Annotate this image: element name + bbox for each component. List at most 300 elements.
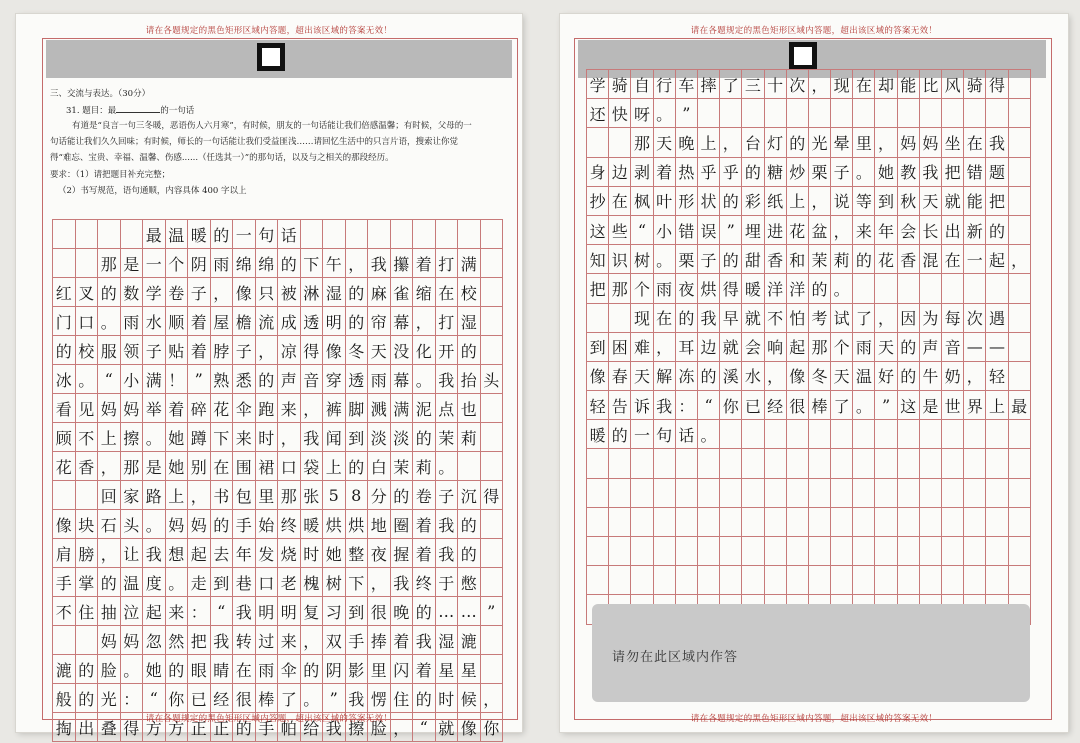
writing-grid (586, 69, 1031, 625)
grid-cell (676, 479, 698, 508)
grid-cell: 烧 (278, 539, 301, 568)
grid-cell: 次 (964, 304, 986, 333)
grid-cell (742, 99, 764, 128)
grid-cell: 举 (143, 394, 166, 423)
grid-cell (920, 99, 942, 128)
grid-cell: “ (413, 713, 436, 742)
grid-cell: 学 (587, 70, 609, 99)
grid-cell: 明 (278, 597, 301, 626)
grid-cell (587, 508, 609, 537)
grid-cell: 在 (942, 245, 964, 274)
grid-cell: 的 (898, 362, 920, 391)
grid-cell: 栗 (809, 158, 831, 187)
grid-cell: 擦 (346, 713, 369, 742)
grid-cell: 识 (609, 245, 631, 274)
grid-cell: ： (676, 391, 698, 420)
grid-cell (481, 626, 504, 655)
grid-cell: 来 (853, 216, 875, 245)
grid-cell: 。 (698, 420, 720, 449)
grid-cell: 一 (631, 420, 653, 449)
grid-cell: 的 (278, 249, 301, 278)
grid-cell: 校 (458, 278, 481, 307)
grid-cell (609, 537, 631, 566)
grid-cell: 袋 (301, 452, 324, 481)
grid-cell (436, 220, 459, 249)
grid-cell: 快 (609, 99, 631, 128)
grid-cell (942, 449, 964, 478)
grid-cell (368, 220, 391, 249)
grid-cell: 你 (481, 713, 504, 742)
grid-cell: 她 (875, 158, 897, 187)
grid-cell: 暖 (188, 220, 211, 249)
grid-cell: 满 (391, 394, 414, 423)
grid-cell: 晕 (831, 128, 853, 157)
grid-cell: 就 (942, 187, 964, 216)
grid-cell: 别 (188, 452, 211, 481)
grid-cell: 家 (121, 481, 144, 510)
grid-cell: 溅 (368, 394, 391, 423)
grid-cell: 的 (413, 684, 436, 713)
grid-cell: 一 (143, 249, 166, 278)
grid-cell: 。 (98, 307, 121, 336)
requirement-line-2: （2）书写规范，语句通顺，内容具体 400 字以上 (58, 186, 247, 196)
grid-cell: 能 (898, 70, 920, 99)
grid-cell: 树 (631, 245, 653, 274)
grid-cell: ， (875, 304, 897, 333)
grid-cell (76, 481, 99, 510)
grid-cell: 头 (481, 365, 504, 394)
grid-cell: 伞 (233, 394, 256, 423)
grid-cell (742, 508, 764, 537)
grid-cell: 花 (875, 245, 897, 274)
grid-cell: 的 (458, 510, 481, 539)
grid-cell: ， (765, 362, 787, 391)
grid-cell: 愣 (368, 684, 391, 713)
grid-cell: 天 (654, 128, 676, 157)
grid-cell: 轻 (986, 362, 1008, 391)
grid-cell: 于 (436, 568, 459, 597)
grid-cell: 着 (413, 655, 436, 684)
grid-cell: 悉 (233, 365, 256, 394)
grid-cell (964, 537, 986, 566)
grid-cell: 着 (413, 249, 436, 278)
prompt-line-1: 有道是“良言一句三冬暖，恶语伤人六月寒”，有时候，朋友的一句话能让我们倍感温馨；有时候，父母的一 (72, 121, 472, 131)
grid-cell: 就 (436, 713, 459, 742)
grid-cell: 进 (765, 216, 787, 245)
grid-cell: 你 (166, 684, 189, 713)
grid-cell: 在 (853, 70, 875, 99)
grid-cell: 一 (964, 245, 986, 274)
grid-cell: 槐 (301, 568, 324, 597)
grid-cell: 春 (609, 362, 631, 391)
grid-cell: 双 (323, 626, 346, 655)
grid-cell (1009, 449, 1031, 478)
grid-cell: 开 (436, 336, 459, 365)
grid-cell: 着 (391, 626, 414, 655)
grid-cell: 眼 (188, 655, 211, 684)
grid-cell (654, 566, 676, 595)
grid-cell: 我 (436, 510, 459, 539)
grid-cell: 的 (742, 158, 764, 187)
grid-cell (875, 566, 897, 595)
grid-cell (964, 420, 986, 449)
grid-cell: 的 (211, 510, 234, 539)
grid-cell (898, 508, 920, 537)
grid-cell: 泣 (121, 597, 144, 626)
grid-cell: 上 (98, 423, 121, 452)
grid-cell: 流 (256, 307, 279, 336)
grid-cell: 脚 (346, 394, 369, 423)
grid-cell: 茉 (391, 452, 414, 481)
warning-top: 请在各题规定的黑色矩形区域内答题，超出该区域的答案无效！ (145, 26, 393, 36)
grid-cell (654, 479, 676, 508)
grid-cell: 。 (121, 655, 144, 684)
grid-cell: 的 (76, 655, 99, 684)
grid-cell: 地 (368, 510, 391, 539)
grid-cell (609, 128, 631, 157)
grid-cell: 妈 (121, 626, 144, 655)
grid-cell (942, 566, 964, 595)
grid-cell: 抬 (458, 365, 481, 394)
grid-cell: 花 (53, 452, 76, 481)
grid-cell (720, 420, 742, 449)
grid-cell: 温 (853, 362, 875, 391)
grid-cell: 起 (188, 539, 211, 568)
grid-cell: 棒 (256, 684, 279, 713)
grid-cell: 帘 (368, 307, 391, 336)
grid-cell (942, 99, 964, 128)
grid-cell: 复 (301, 597, 324, 626)
grid-cell: ， (256, 336, 279, 365)
grid-cell: 里 (368, 655, 391, 684)
grid-cell: 她 (323, 539, 346, 568)
grid-cell: 的 (676, 304, 698, 333)
grid-cell: 着 (166, 394, 189, 423)
grid-cell: 着 (413, 539, 436, 568)
grid-cell (942, 537, 964, 566)
grid-cell: 烘 (346, 510, 369, 539)
grid-cell (942, 274, 964, 303)
grid-cell: ： (121, 684, 144, 713)
grid-cell (1009, 508, 1031, 537)
alignment-marker (257, 43, 285, 71)
grid-cell: 困 (609, 333, 631, 362)
grid-cell: 跑 (256, 394, 279, 423)
grid-cell: ， (831, 216, 853, 245)
grid-cell: 告 (609, 391, 631, 420)
grid-cell (481, 394, 504, 423)
grid-cell: 抽 (98, 597, 121, 626)
grid-cell: 彩 (742, 187, 764, 216)
grid-cell: 边 (609, 158, 631, 187)
grid-cell (964, 508, 986, 537)
grid-cell: 误 (698, 216, 720, 245)
grid-cell: 到 (587, 333, 609, 362)
grid-cell: 没 (391, 336, 414, 365)
grid-cell: 这 (587, 216, 609, 245)
grid-cell: 捧 (368, 626, 391, 655)
grid-cell: 着 (654, 158, 676, 187)
grid-cell: 比 (920, 70, 942, 99)
grid-cell: 的 (211, 220, 234, 249)
grid-cell (587, 304, 609, 333)
grid-cell (765, 508, 787, 537)
grid-cell (53, 220, 76, 249)
grid-cell: 香 (898, 245, 920, 274)
grid-cell: 车 (676, 70, 698, 99)
grid-cell: 她 (143, 655, 166, 684)
grid-cell: 阴 (188, 249, 211, 278)
grid-cell: 8 (346, 481, 369, 510)
grid-cell: 了 (831, 391, 853, 420)
grid-cell: 那 (278, 481, 301, 510)
grid-cell (1009, 216, 1031, 245)
grid-cell: 石 (98, 510, 121, 539)
grid-cell: 为 (920, 304, 942, 333)
grid-cell: “ (211, 597, 234, 626)
grid-cell (1009, 274, 1031, 303)
grid-cell (831, 99, 853, 128)
grid-cell: 错 (964, 158, 986, 187)
grid-cell (1009, 187, 1031, 216)
grid-cell: 错 (676, 216, 698, 245)
grid-cell: 响 (765, 333, 787, 362)
grid-cell: ， (98, 452, 121, 481)
grid-cell (609, 304, 631, 333)
grid-cell: 口 (256, 568, 279, 597)
grid-cell: 上 (698, 128, 720, 157)
grid-cell (853, 420, 875, 449)
grid-cell: 般 (53, 684, 76, 713)
grid-cell: 乎 (720, 158, 742, 187)
grid-cell: 明 (323, 307, 346, 336)
grid-cell (631, 479, 653, 508)
grid-cell: 坐 (942, 128, 964, 157)
grid-cell: 她 (166, 452, 189, 481)
grid-cell: 栗 (676, 245, 698, 274)
grid-cell: 书 (211, 481, 234, 510)
grid-cell: 攥 (391, 249, 414, 278)
grid-cell: 只 (256, 278, 279, 307)
grid-cell: 漉 (458, 626, 481, 655)
grid-cell: 着 (188, 336, 211, 365)
grid-cell (920, 508, 942, 537)
grid-cell (720, 479, 742, 508)
grid-cell: 淋 (301, 278, 324, 307)
grid-cell (986, 274, 1008, 303)
grid-cell: 起 (787, 333, 809, 362)
title-blank (116, 103, 160, 113)
grid-cell: 音 (301, 365, 324, 394)
grid-cell (875, 449, 897, 478)
grid-cell: 方 (166, 713, 189, 742)
grid-cell (587, 537, 609, 566)
grid-cell: 湿 (458, 307, 481, 336)
grid-cell: 着 (188, 307, 211, 336)
grid-cell: 见 (76, 394, 99, 423)
grid-cell: “ (143, 684, 166, 713)
grid-cell: ， (98, 539, 121, 568)
grid-cell: 分 (368, 481, 391, 510)
grid-cell: 声 (278, 365, 301, 394)
grid-cell: ， (809, 187, 831, 216)
grid-cell: 住 (391, 684, 414, 713)
grid-cell: 光 (809, 128, 831, 157)
grid-cell: 解 (654, 362, 676, 391)
grid-cell: 炒 (787, 158, 809, 187)
grid-cell (920, 566, 942, 595)
grid-cell: 台 (742, 128, 764, 157)
grid-cell: 化 (413, 336, 436, 365)
grid-cell: 回 (98, 481, 121, 510)
grid-cell: 了 (853, 304, 875, 333)
grid-cell: 得 (121, 713, 144, 742)
grid-cell: 包 (233, 481, 256, 510)
grid-cell: 风 (942, 70, 964, 99)
grid-cell: 剥 (631, 158, 653, 187)
grid-cell: 像 (787, 362, 809, 391)
grid-cell: 幕 (391, 307, 414, 336)
grid-cell: 等 (853, 187, 875, 216)
grid-cell: 的 (391, 481, 414, 510)
grid-cell (898, 420, 920, 449)
grid-cell: 骑 (609, 70, 631, 99)
grid-cell: 天 (368, 336, 391, 365)
grid-cell (831, 479, 853, 508)
grid-cell: ” (676, 99, 698, 128)
grid-cell (742, 449, 764, 478)
grid-cell: 数 (121, 278, 144, 307)
grid-cell: 得 (301, 336, 324, 365)
grid-cell: 时 (256, 423, 279, 452)
grid-cell (742, 537, 764, 566)
grid-cell: 想 (166, 539, 189, 568)
grid-cell: 的 (98, 278, 121, 307)
grid-cell: 诉 (631, 391, 653, 420)
grid-cell: 的 (809, 274, 831, 303)
grid-cell: 过 (256, 626, 279, 655)
grid-cell: 冬 (346, 336, 369, 365)
grid-cell (121, 220, 144, 249)
grid-cell: 话 (278, 220, 301, 249)
grid-cell (481, 655, 504, 684)
grid-cell: 雨 (654, 274, 676, 303)
grid-cell: 脸 (368, 713, 391, 742)
grid-cell: 服 (98, 336, 121, 365)
grid-cell (831, 449, 853, 478)
grid-cell (787, 566, 809, 595)
grid-cell: 她 (166, 423, 189, 452)
grid-cell: 巷 (233, 568, 256, 597)
grid-cell: 水 (742, 362, 764, 391)
grid-cell: ” (720, 216, 742, 245)
grid-cell (481, 307, 504, 336)
grid-cell: 门 (53, 307, 76, 336)
grid-cell: 因 (898, 304, 920, 333)
grid-cell: 不 (53, 597, 76, 626)
grid-cell: 湿 (436, 626, 459, 655)
grid-cell: 很 (787, 391, 809, 420)
grid-cell: 天 (831, 362, 853, 391)
grid-cell (481, 452, 504, 481)
grid-cell (765, 420, 787, 449)
grid-cell: 知 (587, 245, 609, 274)
grid-cell (1009, 158, 1031, 187)
grid-cell (587, 449, 609, 478)
grid-cell: 被 (278, 278, 301, 307)
grid-cell: 子 (831, 158, 853, 187)
grid-cell (875, 420, 897, 449)
grid-cell: 围 (233, 452, 256, 481)
grid-cell (481, 336, 504, 365)
grid-cell: 洋 (787, 274, 809, 303)
grid-cell (742, 420, 764, 449)
grid-cell: 把 (587, 274, 609, 303)
grid-cell: 音 (942, 333, 964, 362)
grid-cell (76, 626, 99, 655)
grid-cell: 小 (654, 216, 676, 245)
grid-cell (898, 479, 920, 508)
grid-cell (765, 566, 787, 595)
grid-cell: 在 (964, 128, 986, 157)
grid-cell (631, 566, 653, 595)
grid-cell (609, 508, 631, 537)
grid-cell: 校 (76, 336, 99, 365)
warning-bottom: 请在各题规定的黑色矩形区域内答题，超出该区域的答案无效！ (690, 714, 938, 724)
grid-cell: 雨 (368, 365, 391, 394)
grid-cell: 我 (986, 128, 1008, 157)
grid-cell: 奶 (942, 362, 964, 391)
grid-cell (986, 537, 1008, 566)
grid-cell: 新 (964, 216, 986, 245)
grid-cell: 来 (278, 626, 301, 655)
grid-cell: 幕 (391, 365, 414, 394)
grid-cell (986, 508, 1008, 537)
grid-cell: 妈 (166, 510, 189, 539)
grid-cell: 句 (654, 420, 676, 449)
grid-cell (676, 566, 698, 595)
grid-cell (481, 568, 504, 597)
grid-cell: 终 (278, 510, 301, 539)
grid-cell: 在 (654, 304, 676, 333)
grid-cell (698, 508, 720, 537)
grid-cell (654, 449, 676, 478)
grid-cell (787, 479, 809, 508)
grid-cell: 妈 (121, 394, 144, 423)
grid-cell (942, 479, 964, 508)
grid-cell: 的 (458, 336, 481, 365)
grid-cell: 我 (301, 423, 324, 452)
grid-cell: 香 (765, 245, 787, 274)
grid-cell: 会 (742, 333, 764, 362)
grid-cell: 到 (875, 187, 897, 216)
grid-cell: 卷 (166, 278, 189, 307)
grid-cell (787, 449, 809, 478)
grid-cell: 时 (301, 539, 324, 568)
grid-cell: 沉 (458, 481, 481, 510)
grid-cell: 妈 (188, 510, 211, 539)
grid-cell: 像 (233, 278, 256, 307)
grid-cell: 伞 (278, 655, 301, 684)
grid-cell: 学 (143, 278, 166, 307)
grid-cell: 边 (698, 333, 720, 362)
grid-cell (481, 510, 504, 539)
grid-cell: 的 (787, 128, 809, 157)
grid-cell: “ (698, 391, 720, 420)
grid-cell: 上 (323, 452, 346, 481)
grid-cell (1009, 333, 1031, 362)
grid-cell: 的 (98, 568, 121, 597)
